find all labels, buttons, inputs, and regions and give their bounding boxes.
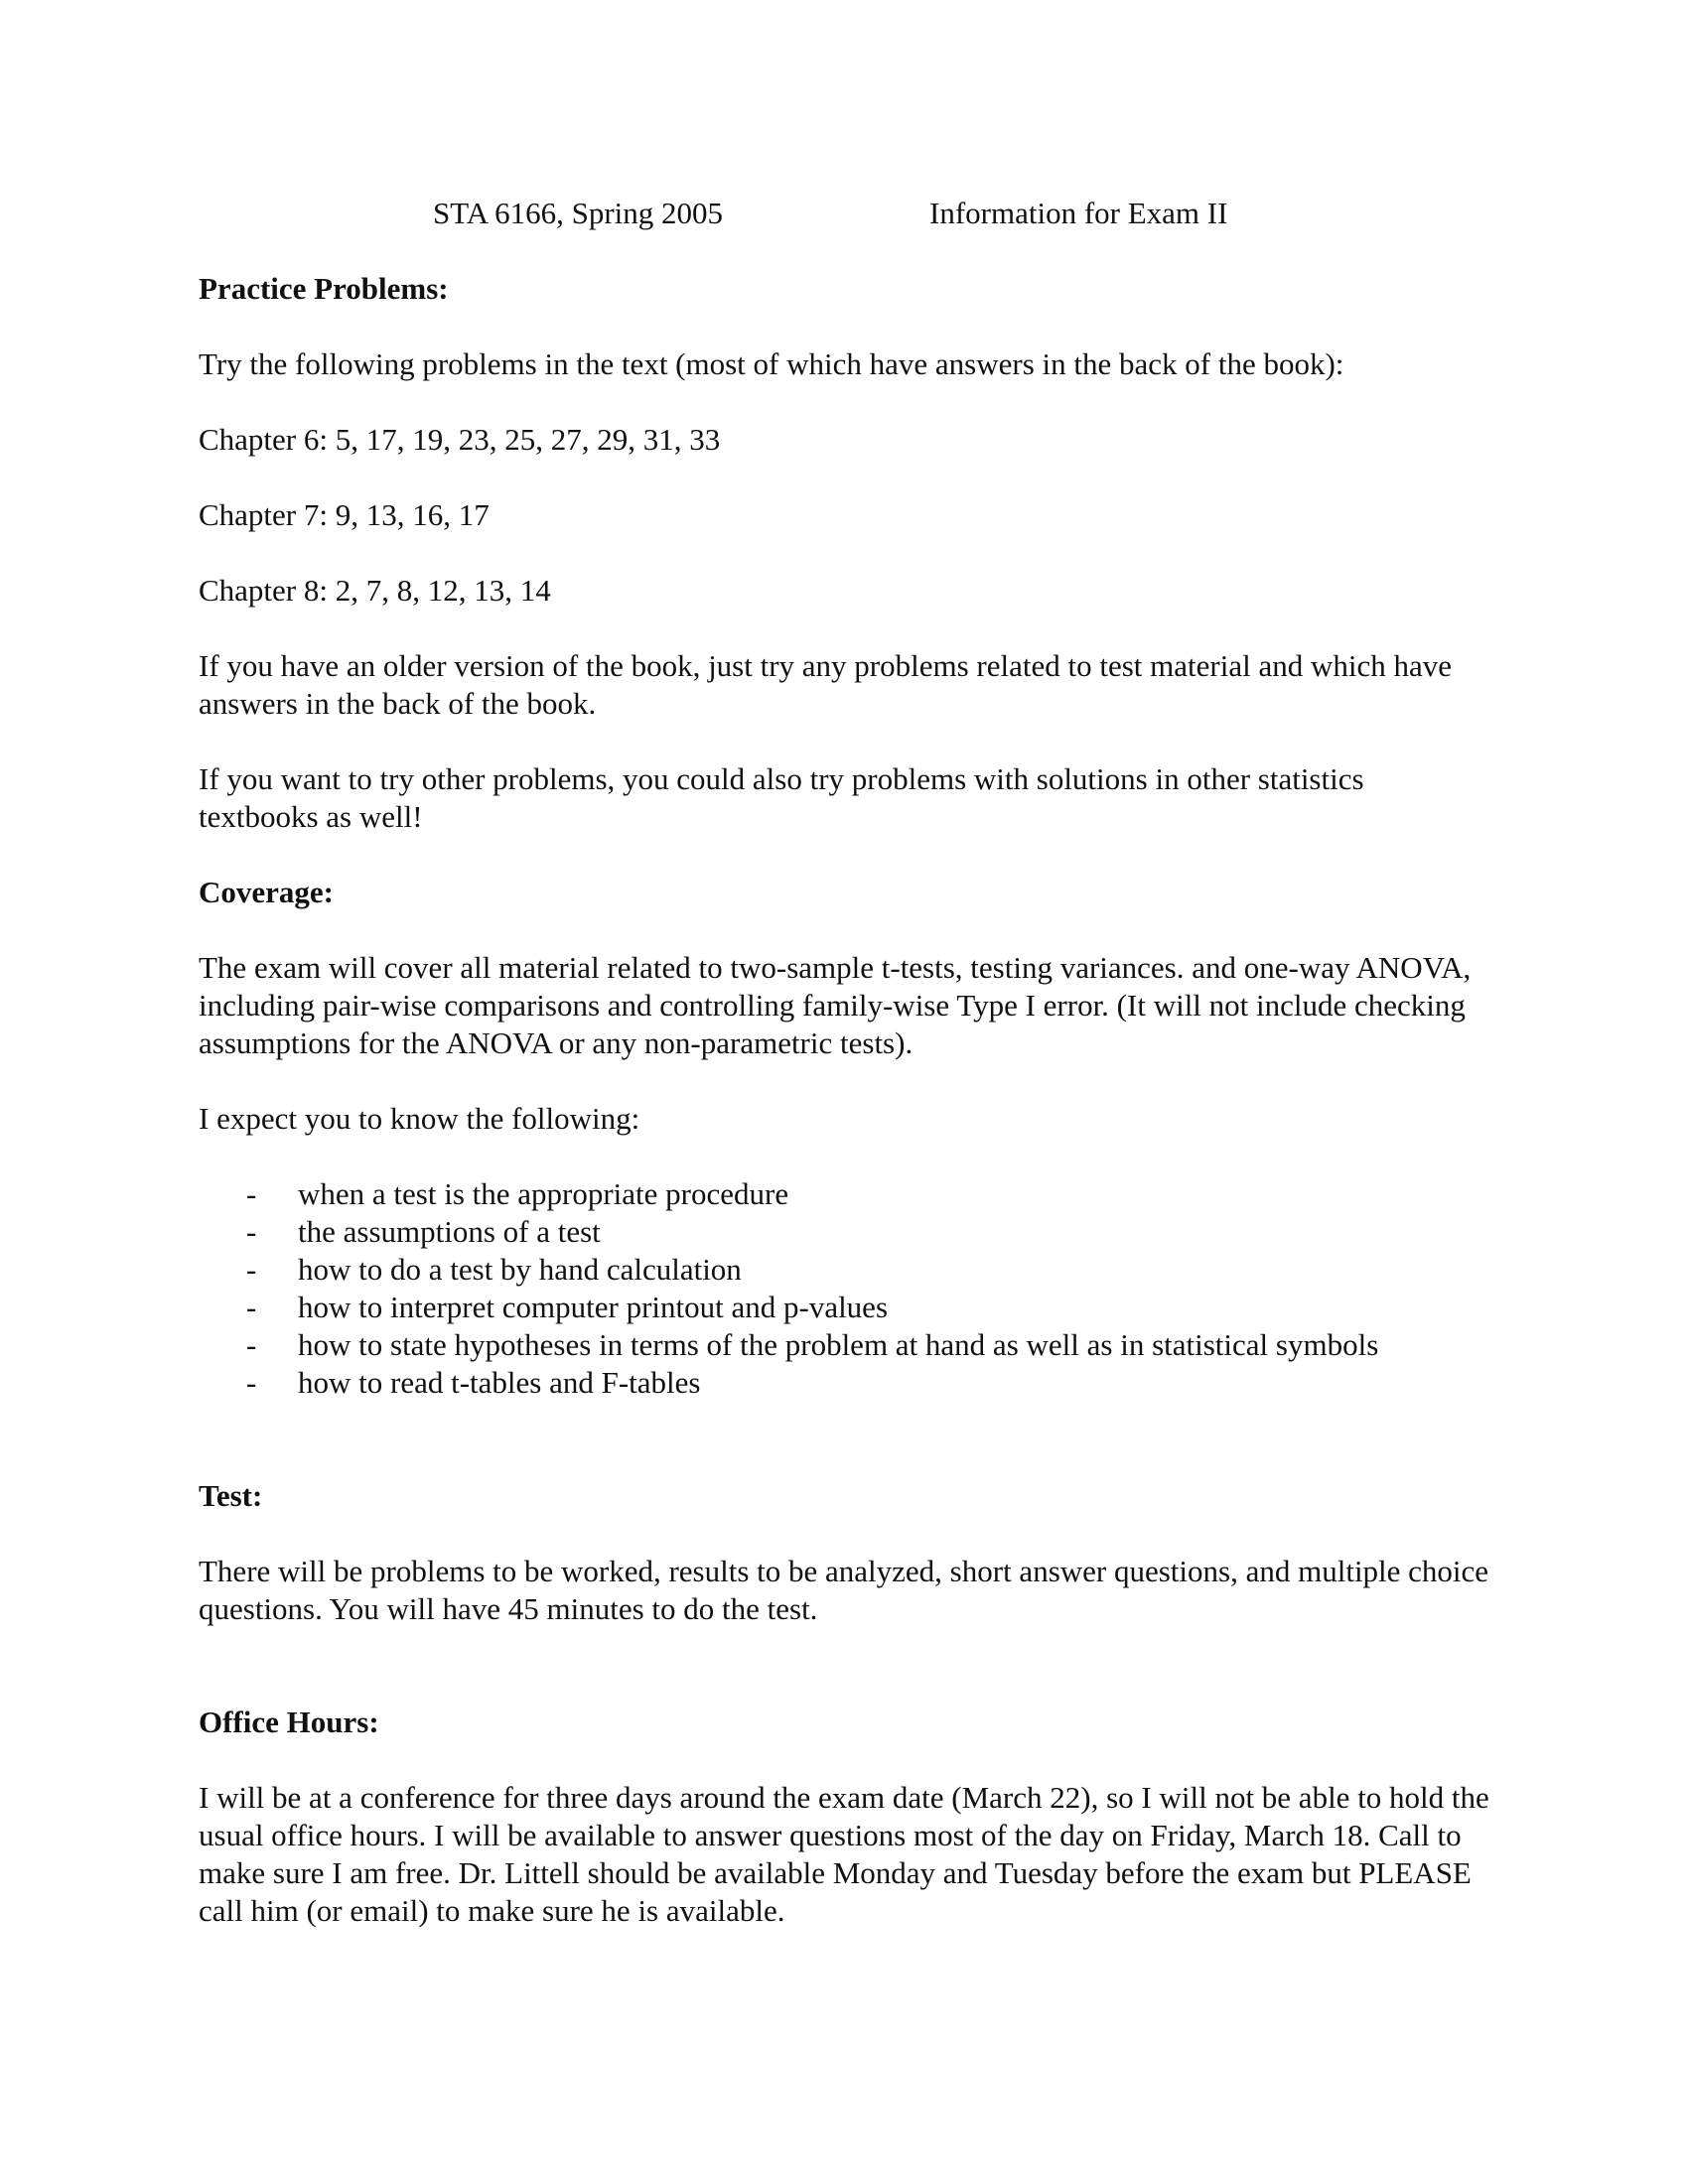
list-item-text: how to read t-tables and F-tables — [298, 1365, 701, 1400]
expect-intro: I expect you to know the following: — [199, 1101, 640, 1136]
course-title: STA 6166, Spring 2005 — [433, 196, 724, 230]
coverage-text: The exam will cover all material related to two-sample t-tests, testing variances. and one-way ANOVA, including pair-wise comparisons and controlling family-wise Type I error. (It will not include checking assumptions for the ANOVA or any non-parametric tests). — [199, 950, 1472, 1060]
practice-intro: Try the following problems in the text (most of which have answers in the back of the book): — [199, 346, 1344, 381]
office-hours-heading: Office Hours: — [199, 1705, 379, 1739]
chapter-7-problems: Chapter 7: 9, 13, 16, 17 — [199, 497, 490, 532]
document-page — [199, 195, 1489, 1968]
list-item-text: the assumptions of a test — [298, 1214, 601, 1249]
test-text: There will be problems to be worked, results to be analyzed, short answer questions, and multiple choice questions. You will have 45 minutes to do the test. — [199, 1554, 1489, 1626]
list-item-text: when a test is the appropriate procedure — [298, 1176, 789, 1211]
test-heading: Test: — [199, 1478, 263, 1513]
list-item-text: how to do a test by hand calculation — [298, 1252, 742, 1287]
dash-bullet: - — [246, 1252, 257, 1287]
list-item — [199, 1289, 1489, 1326]
practice-heading: Practice Problems: — [199, 271, 449, 306]
list-item — [199, 1213, 1489, 1251]
list-item — [199, 1251, 1489, 1289]
dash-bullet: - — [246, 1290, 257, 1324]
list-item — [199, 1364, 1489, 1402]
coverage-heading: Coverage: — [199, 875, 334, 909]
dash-bullet: - — [246, 1327, 257, 1362]
other-problems-note: If you want to try other problems, you could also try problems with solutions in other statistics textbooks as well! — [199, 761, 1364, 834]
spacer — [199, 1666, 1489, 1704]
office-hours-text: I will be at a conference for three days around the exam date (March 22), so I will not be able to hold the usual office hours. I will be available to answer questions most of the day on Friday, March 18. Call to make sure I am free. Dr. Littell should be available Monday and Tuesday before the exam but PLEASE call him (or email) to make sure he is available. — [199, 1780, 1489, 1928]
list-item-text: how to interpret computer printout and p-values — [298, 1290, 889, 1324]
list-item — [199, 1175, 1489, 1213]
list-item — [199, 1326, 1489, 1364]
spacer — [199, 1439, 1489, 1477]
dash-bullet: - — [246, 1176, 257, 1211]
exam-title: Information for Exam II — [929, 196, 1228, 230]
expectations-list — [199, 1175, 1489, 1402]
list-item-text: how to state hypotheses in terms of the problem at hand as well as in statistical symbols — [298, 1327, 1379, 1362]
dash-bullet: - — [246, 1214, 257, 1249]
older-version-note: If you have an older version of the book, just try any problems related to test material and which have answers in the back of the book. — [199, 648, 1453, 721]
chapter-6-problems: Chapter 6: 5, 17, 19, 23, 25, 27, 29, 31, 33 — [199, 422, 721, 457]
document-header — [199, 195, 1489, 232]
dash-bullet: - — [246, 1365, 257, 1400]
chapter-8-problems: Chapter 8: 2, 7, 8, 12, 13, 14 — [199, 573, 551, 608]
